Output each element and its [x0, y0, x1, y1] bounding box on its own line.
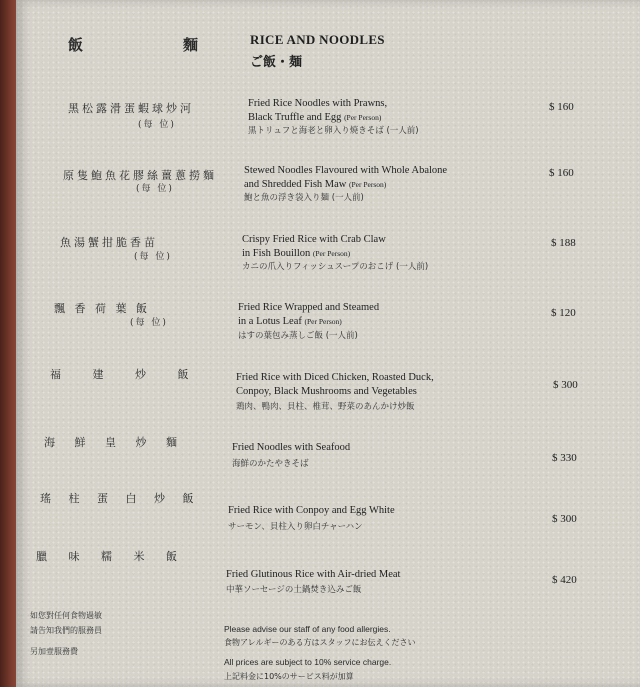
dish-name-japanese: 黒トリュフと海老と卵入り焼きそば (一人前)	[248, 126, 419, 136]
dish-name-english-line1: Stewed Noodles Flavoured with Whole Abalone	[244, 165, 448, 176]
dish-name-english-line2: and Shredded Fish Maw (Per Person)	[244, 179, 387, 190]
dish-name-english	[242, 233, 386, 261]
allergy-notice-zh-line1: 如您對任何食物過敏	[30, 611, 102, 620]
per-person-note: (Per Person)	[349, 180, 387, 189]
allergy-notice-english: Please advise our staff of any food allergies.	[224, 624, 391, 634]
dish-price: $ 160	[549, 167, 574, 179]
service-charge-notice-japanese: 上記料金に10%のサービス料が加算	[224, 672, 354, 681]
dish-name-japanese: 鶏肉、鴨肉、貝柱、椎茸、野菜のあんかけ炒飯	[236, 402, 415, 412]
dish-price: $ 330	[552, 452, 577, 464]
dish-name-english	[236, 371, 434, 399]
dish-name-chinese: 海 鮮 皇 炒 麵	[44, 436, 185, 449]
section-title-chinese	[68, 34, 198, 55]
dish-name-english-line2: in a Lotus Leaf (Per Person)	[238, 316, 342, 327]
per-person-note-chinese: (每 位)	[134, 252, 172, 262]
service-charge-notice-chinese: 另加壹服務費	[30, 647, 78, 656]
per-person-note-chinese: (每 位)	[136, 184, 174, 194]
dish-name-japanese: はすの葉包み蒸しご飯 (一人前)	[238, 331, 358, 341]
dish-name-english-line1: Crispy Fried Rice with Crab Claw	[242, 234, 386, 245]
dish-name-chinese: 黑松露滑蛋蝦球炒河	[68, 102, 194, 115]
per-person-note: (Per Person)	[304, 317, 342, 326]
dish-name-english	[238, 301, 379, 329]
menu-page	[16, 0, 640, 687]
allergy-notice-zh-line2: 請告知我們的服務員	[30, 626, 102, 635]
dish-name-english-line1: Fried Rice Noodles with Prawns,	[248, 98, 388, 109]
dish-price: $ 300	[552, 513, 577, 525]
per-person-note: (Per Person)	[344, 113, 382, 122]
dish-name-chinese: 臘 味 糯 米 飯	[36, 550, 186, 563]
per-person-note: (Per Person)	[312, 249, 351, 258]
dish-name-english	[248, 97, 387, 125]
dish-price: $ 300	[553, 379, 578, 391]
dish-name-japanese: 鮑と魚の浮き袋入り麺 (一人前)	[244, 193, 364, 203]
per-person-note-chinese: (每 位)	[130, 318, 168, 328]
allergy-notice-japanese: 食物アレルギーのある方はスタッフにお伝えください	[224, 638, 416, 647]
dish-name-english: Fried Glutinous Rice with Air-dried Meat	[226, 569, 401, 580]
dish-name-chinese: 魚湯蟹拑脆香苗	[60, 236, 158, 249]
section-title-zh-left: 飯	[68, 36, 84, 54]
dish-name-english: Fried Rice with Conpoy and Egg White	[228, 505, 395, 516]
dish-name-english-line1: Fried Rice with Diced Chicken, Roasted Duck,	[236, 372, 434, 383]
dish-name-japanese: 海鮮のかたやきそば	[232, 459, 309, 469]
dish-name-chinese: 飄 香 荷 葉 飯	[54, 302, 150, 315]
dish-name-chinese: 原隻鮑魚花膠絲薑蔥撈麵	[63, 169, 217, 182]
dish-name-japanese: カニの爪入りフィッシュスープのおこげ (一人前)	[242, 262, 429, 272]
section-title-english: RICE AND NOODLES	[250, 32, 385, 47]
dish-name-english-line2: in Fish Bouillon (Per Person)	[242, 248, 351, 259]
dish-price: $ 420	[552, 574, 577, 586]
dish-name-english: Fried Noodles with Seafood	[232, 442, 351, 453]
allergy-notice-chinese	[30, 608, 102, 659]
per-person-note-chinese: (每 位)	[138, 120, 176, 130]
dish-price: $ 120	[551, 307, 576, 319]
section-title-zh-right: 麵	[182, 36, 198, 54]
service-charge-notice-english: All prices are subject to 10% service charge.	[224, 657, 392, 667]
dish-name-chinese: 瑤 柱 蛋 白 炒 飯	[40, 492, 201, 505]
dish-price: $ 160	[549, 101, 574, 113]
dish-price: $ 188	[551, 237, 576, 249]
dish-name-english-line2: Black Truffle and Egg (Per Person)	[248, 112, 382, 123]
dish-name-english-line2: Conpoy, Black Mushrooms and Vegetables	[236, 386, 417, 397]
dish-name-japanese: サーモン、貝柱入り卵白チャーハン	[228, 522, 363, 532]
section-title-japanese: ご飯・麺	[250, 55, 303, 70]
dish-name-english-line1: Fried Rice Wrapped and Steamed	[238, 302, 380, 313]
dish-name-chinese: 福 建 炒 飯	[50, 368, 203, 381]
dish-name-japanese: 中華ソーセージの土鍋焚き込みご飯	[226, 585, 362, 595]
dish-name-english	[244, 164, 447, 192]
